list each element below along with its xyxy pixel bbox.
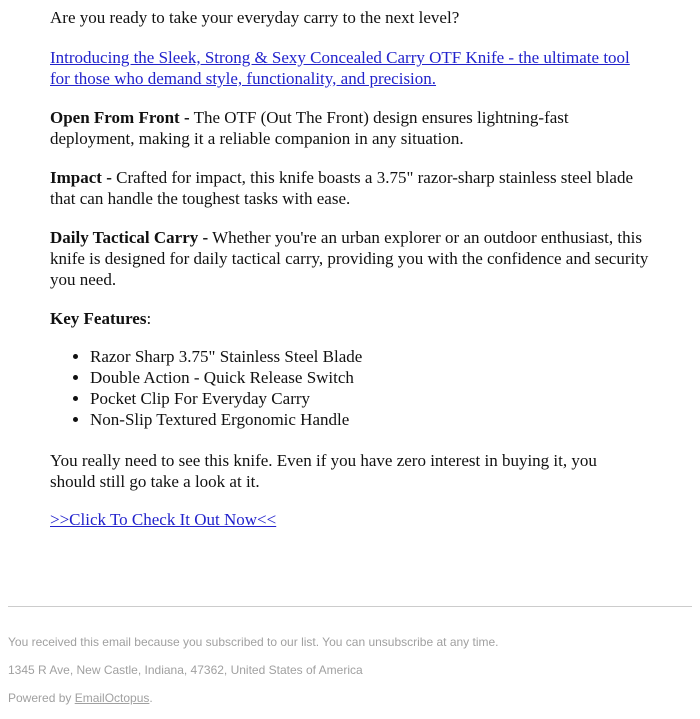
feature-item: • Razor Sharp 3.75" Stainless Steel Blade xyxy=(90,346,650,367)
section-title: Open From Front - xyxy=(50,108,190,127)
closing-text: You really need to see this knife. Even if you have zero interest in buying it, you should still go take a look at it. xyxy=(50,451,597,491)
intro-text: Are you ready to take your everyday carry to the next level? xyxy=(50,8,460,27)
footer-divider xyxy=(8,606,692,607)
footer-address: 1345 R Ave, New Castle, Indiana, 47362, United States of America xyxy=(8,663,363,677)
feature-item: • Non-Slip Textured Ergonomic Handle xyxy=(90,409,650,430)
powered-prefix: Powered by xyxy=(8,691,75,705)
section-title: Daily Tactical Carry - xyxy=(50,228,209,247)
colon: : xyxy=(146,309,152,328)
footer-subscribed-text: You received this email because you subscribed to our list. You can unsubscribe at any time. xyxy=(8,635,499,649)
features-list xyxy=(50,346,650,430)
footer-powered-by xyxy=(8,690,153,706)
cta-link[interactable]: >>Click To Check It Out Now<< xyxy=(50,510,277,529)
feature-item: • Double Action - Quick Release Switch xyxy=(90,367,650,388)
section-text: Whether you're an urban explorer or an outdoor enthusiast, this knife is designed for daily tactical carry, providing you with the confidence and security you need. xyxy=(50,228,649,289)
section-title: Impact - xyxy=(50,168,112,187)
key-features-title: Key Features xyxy=(50,309,147,328)
section-open-from-front xyxy=(50,107,620,149)
section-impact xyxy=(50,167,640,209)
powered-suffix: . xyxy=(149,691,153,705)
section-text: Crafted for impact, this knife boasts a 3.75" razor-sharp stainless steel blade that can handle the toughest tasks with ease. xyxy=(50,168,634,208)
headline-link[interactable]: Introducing the Sleek, Strong & Sexy Concealed Carry OTF Knife - the ultimate tool for those who demand style, functionality, and precision. xyxy=(50,48,630,88)
feature-item: • Pocket Clip For Everyday Carry xyxy=(90,388,650,409)
section-daily-tactical-carry xyxy=(50,227,650,290)
section-text: The OTF (Out The Front) design ensures lightning-fast deployment, making it a reliable companion in any situation. xyxy=(50,108,569,148)
emailoctopus-link[interactable]: EmailOctopus xyxy=(74,691,150,705)
key-features-heading xyxy=(50,308,650,329)
